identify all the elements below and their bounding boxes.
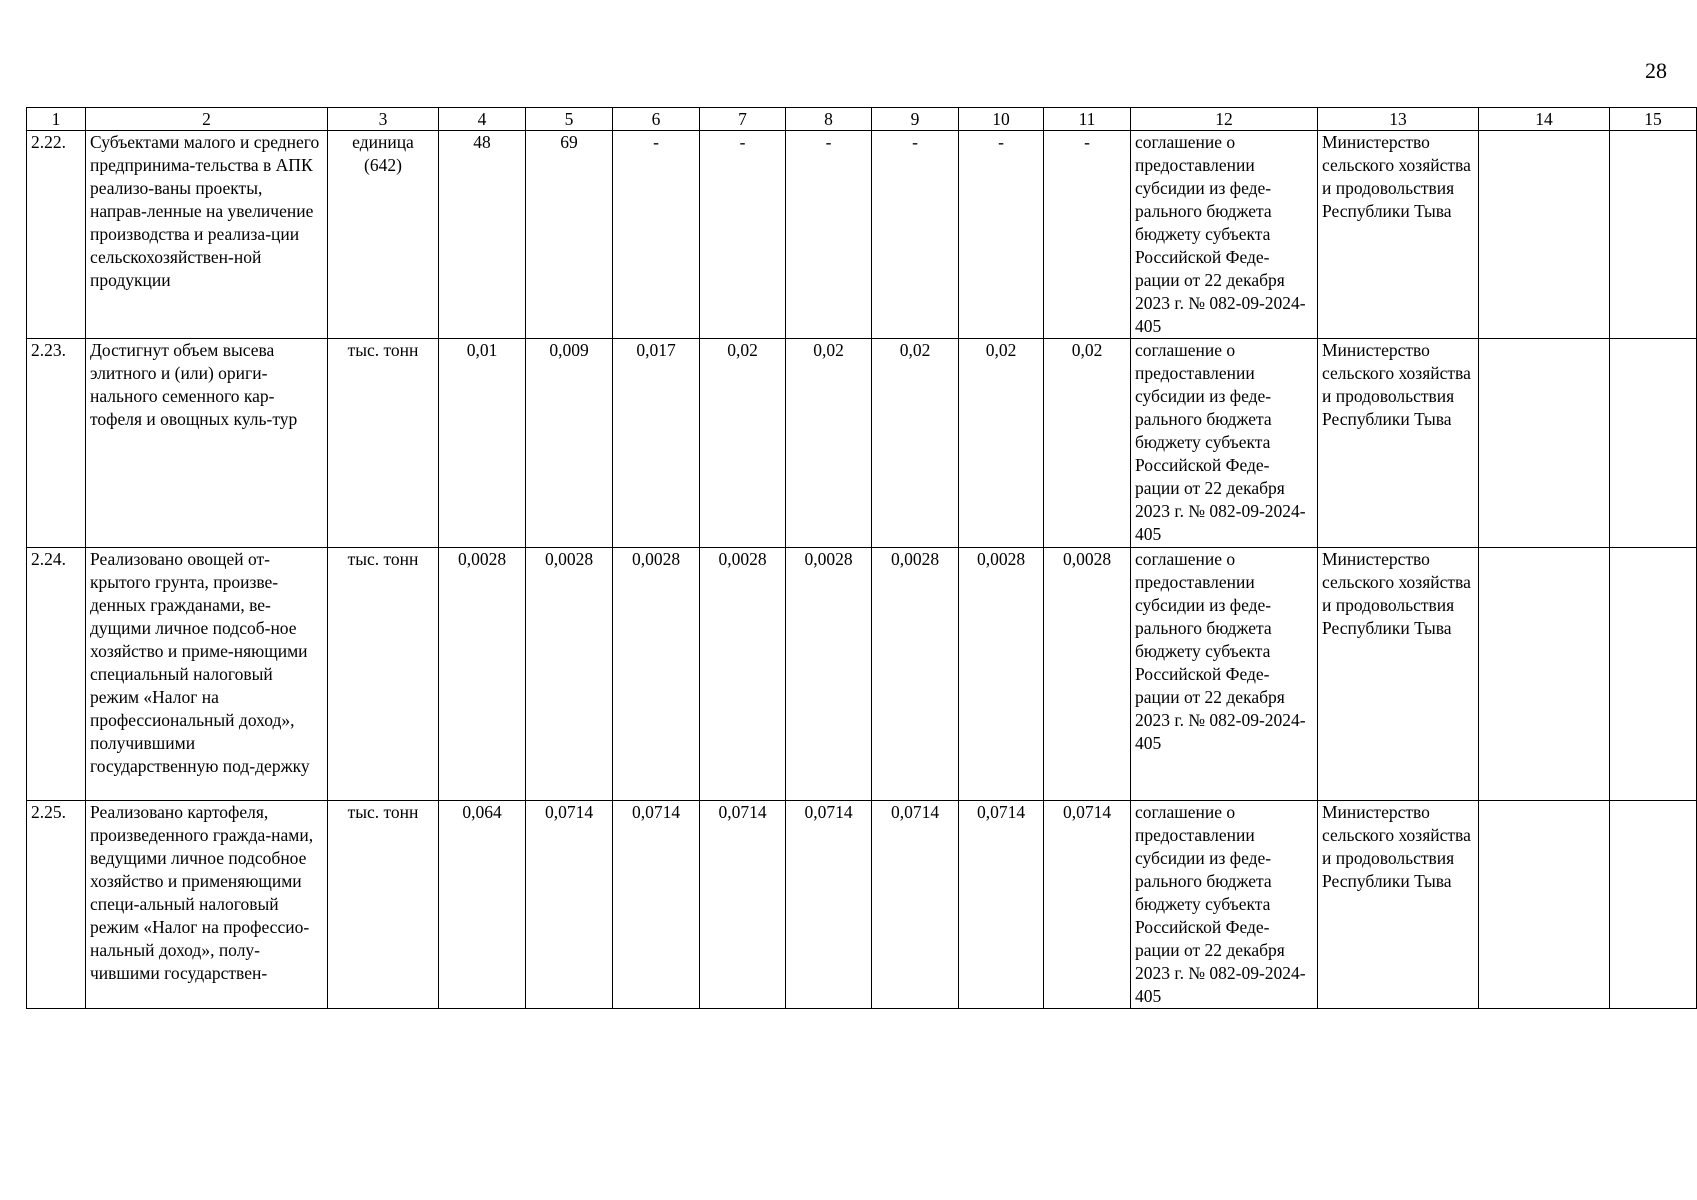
value-cell: - xyxy=(1044,131,1131,339)
column-header: 14 xyxy=(1479,108,1610,131)
empty-cell xyxy=(1610,801,1697,1009)
value-cell: 0,0028 xyxy=(700,548,786,801)
value-cell: 0,064 xyxy=(439,801,526,1009)
column-header: 6 xyxy=(613,108,700,131)
empty-cell xyxy=(1479,131,1610,339)
column-header: 7 xyxy=(700,108,786,131)
document-cell: соглашение о предоставлении субсидии из феде-рального бюджета бюджету субъекта Российской Феде-рации от 22 декабря 2023 г. № 082-09-2024-405 xyxy=(1131,339,1318,548)
value-cell: 0,01 xyxy=(439,339,526,548)
column-header: 4 xyxy=(439,108,526,131)
value-cell: 0,0028 xyxy=(613,548,700,801)
responsible-cell: Министерство сельского хозяйства и продовольствия Республики Тыва xyxy=(1318,548,1479,801)
value-cell: 0,02 xyxy=(959,339,1044,548)
row-number: 2.22. xyxy=(27,131,86,339)
table-row xyxy=(27,339,1697,548)
indicator-name: Достигнут объем высева элитного и (или) ориги-нального семенного кар-тофеля и овощных куль-тур xyxy=(86,339,328,548)
document-cell: соглашение о предоставлении субсидии из феде-рального бюджета бюджету субъекта Российской Феде-рации от 22 декабря 2023 г. № 082-09-2024-405 xyxy=(1131,548,1318,801)
column-header: 8 xyxy=(786,108,872,131)
value-cell: 69 xyxy=(526,131,613,339)
empty-cell xyxy=(1479,339,1610,548)
empty-cell xyxy=(1479,548,1610,801)
value-cell: 0,0028 xyxy=(1044,548,1131,801)
column-header: 5 xyxy=(526,108,613,131)
column-header: 9 xyxy=(872,108,959,131)
empty-cell xyxy=(1610,339,1697,548)
value-cell: 0,0714 xyxy=(700,801,786,1009)
unit-cell: тыс. тонн xyxy=(328,339,439,548)
table-row xyxy=(27,548,1697,801)
column-header: 3 xyxy=(328,108,439,131)
table-row xyxy=(27,801,1697,1009)
column-header: 2 xyxy=(86,108,328,131)
indicator-name: Реализовано картофеля, произведенного гражда-нами, ведущими личное подсобное хозяйство и применяющими специ-альный налоговый режим «Налог на профессио-нальный доход», полу-чившими государствен- xyxy=(86,801,328,1009)
value-cell: - xyxy=(872,131,959,339)
unit-cell: тыс. тонн xyxy=(328,548,439,801)
column-header: 12 xyxy=(1131,108,1318,131)
value-cell: 0,0714 xyxy=(872,801,959,1009)
value-cell: 0,0028 xyxy=(439,548,526,801)
value-cell: 0,0714 xyxy=(526,801,613,1009)
indicator-name: Реализовано овощей от-крытого грунта, произве-денных гражданами, ве-дущими личное подсоб-ное хозяйство и приме-няющими специальный налоговый режим «Налог на профессиональный доход», получившими государственную под-держку xyxy=(86,548,328,801)
value-cell: 0,009 xyxy=(526,339,613,548)
column-header: 13 xyxy=(1318,108,1479,131)
table-row xyxy=(27,131,1697,339)
column-header: 11 xyxy=(1044,108,1131,131)
header-row xyxy=(27,108,1697,131)
row-number: 2.24. xyxy=(27,548,86,801)
responsible-cell: Министерство сельского хозяйства и продовольствия Республики Тыва xyxy=(1318,339,1479,548)
empty-cell xyxy=(1610,131,1697,339)
responsible-cell: Министерство сельского хозяйства и продовольствия Республики Тыва xyxy=(1318,801,1479,1009)
unit-cell: тыс. тонн xyxy=(328,801,439,1009)
value-cell: - xyxy=(613,131,700,339)
value-cell: 0,017 xyxy=(613,339,700,548)
value-cell: 0,0028 xyxy=(959,548,1044,801)
value-cell: 0,0714 xyxy=(613,801,700,1009)
value-cell: 0,02 xyxy=(786,339,872,548)
value-cell: 0,0028 xyxy=(872,548,959,801)
column-header: 10 xyxy=(959,108,1044,131)
row-number: 2.23. xyxy=(27,339,86,548)
value-cell: 0,02 xyxy=(700,339,786,548)
value-cell: 0,0714 xyxy=(786,801,872,1009)
empty-cell xyxy=(1479,801,1610,1009)
value-cell: 0,0714 xyxy=(1044,801,1131,1009)
document-cell: соглашение о предоставлении субсидии из феде-рального бюджета бюджету субъекта Российской Феде-рации от 22 декабря 2023 г. № 082-09-2024-405 xyxy=(1131,801,1318,1009)
value-cell: - xyxy=(959,131,1044,339)
value-cell: 0,0714 xyxy=(959,801,1044,1009)
value-cell: 48 xyxy=(439,131,526,339)
page-number: 28 xyxy=(1645,58,1667,83)
column-header: 15 xyxy=(1610,108,1697,131)
column-header: 1 xyxy=(27,108,86,131)
indicator-name: Субъектами малого и среднего предпринима-тельства в АПК реализо-ваны проекты, направ-ленные на увеличение производства и реализа-ции сельскохозяйствен-ной продукции xyxy=(86,131,328,339)
row-number: 2.25. xyxy=(27,801,86,1009)
indicators-table xyxy=(26,107,1697,1009)
value-cell: - xyxy=(700,131,786,339)
value-cell: 0,02 xyxy=(1044,339,1131,548)
document-cell: соглашение о предоставлении субсидии из феде-рального бюджета бюджету субъекта Российской Феде-рации от 22 декабря 2023 г. № 082-09-2024-405 xyxy=(1131,131,1318,339)
value-cell: - xyxy=(786,131,872,339)
value-cell: 0,02 xyxy=(872,339,959,548)
unit-cell: единица (642) xyxy=(328,131,439,339)
empty-cell xyxy=(1610,548,1697,801)
responsible-cell: Министерство сельского хозяйства и продовольствия Республики Тыва xyxy=(1318,131,1479,339)
value-cell: 0,0028 xyxy=(526,548,613,801)
value-cell: 0,0028 xyxy=(786,548,872,801)
